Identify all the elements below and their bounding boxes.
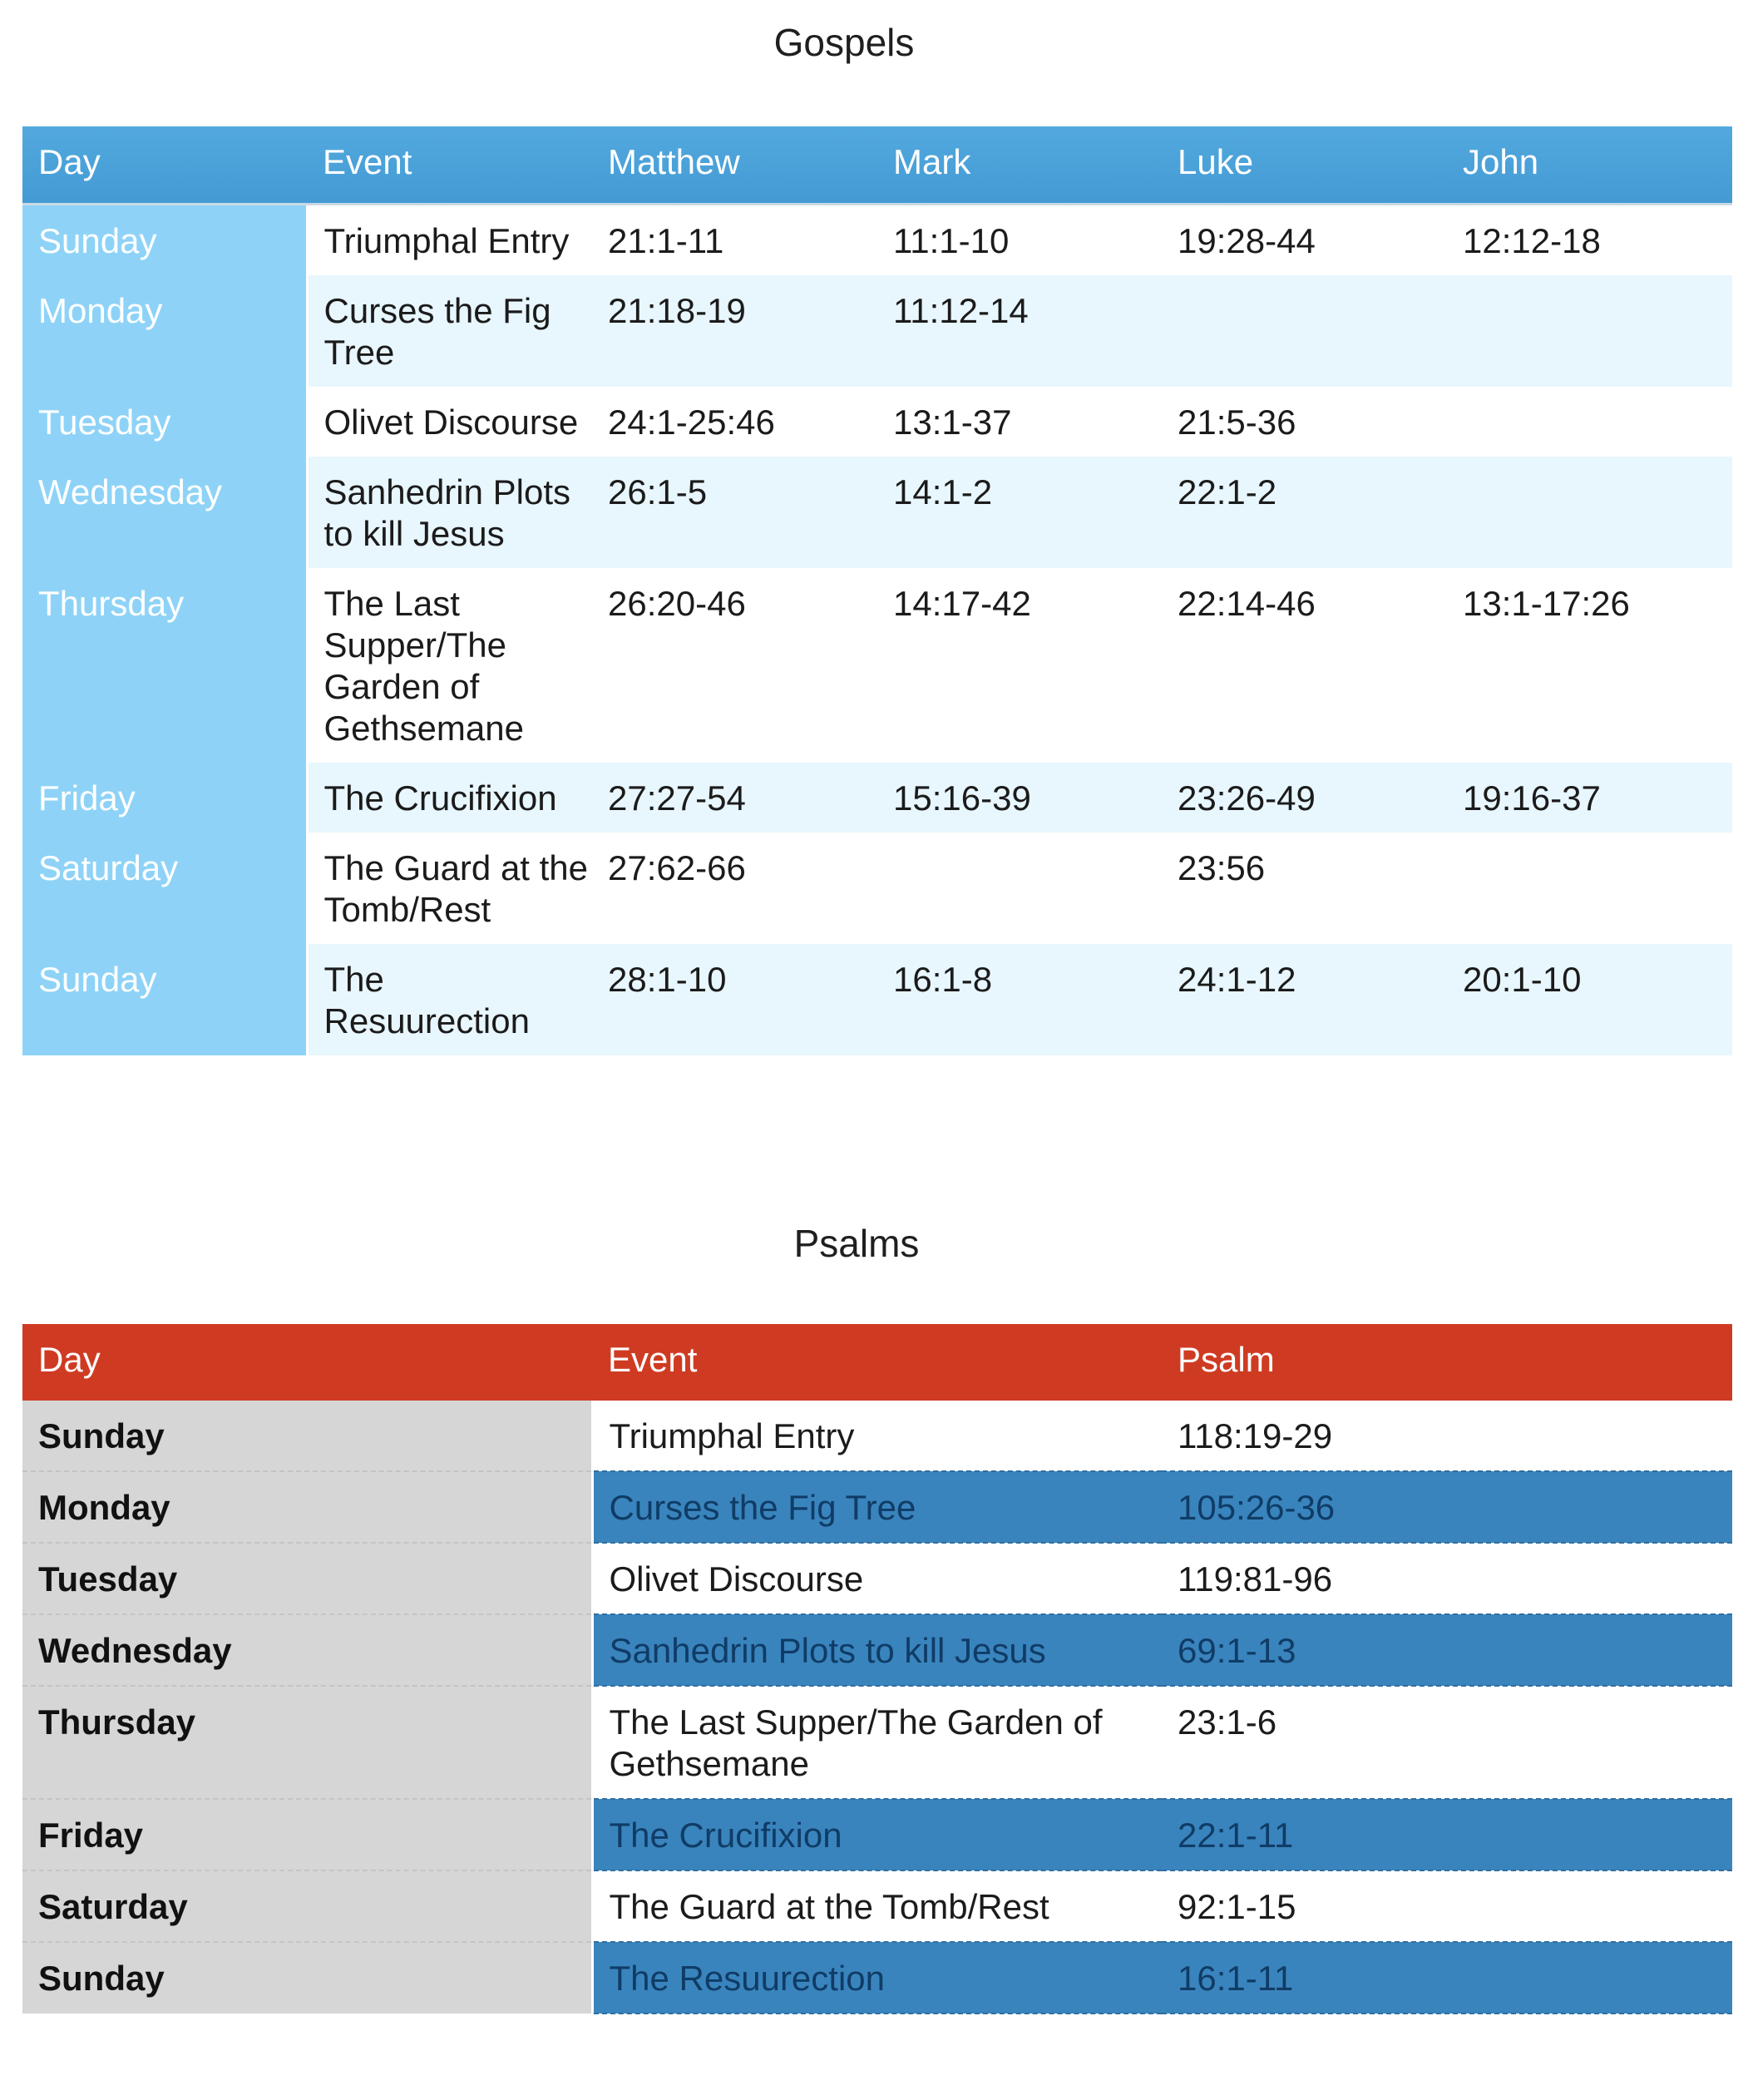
day-cell: Tuesday (22, 387, 307, 457)
column-header-luke: Luke (1162, 126, 1447, 205)
event-cell: Sanhedrin Plots to kill Jesus (307, 457, 592, 568)
event-cell: The Guard at the Tomb/Rest (592, 1870, 1162, 1942)
mark-cell: 14:17-42 (877, 568, 1162, 763)
event-cell: The Last Supper/The Garden of Gethsemane (307, 568, 592, 763)
table-row (22, 833, 1732, 944)
table-row (22, 1942, 1732, 2014)
matthew-cell: 21:18-19 (592, 275, 877, 387)
table-header-row (22, 126, 1732, 205)
column-header-day: Day (22, 126, 307, 205)
event-cell: The Crucifixion (592, 1799, 1162, 1870)
column-header-mark: Mark (877, 126, 1162, 205)
luke-cell: 22:1-2 (1162, 457, 1447, 568)
event-cell: Triumphal Entry (592, 1401, 1162, 1471)
column-header-day: Day (22, 1324, 592, 1401)
john-cell: 13:1-17:26 (1447, 568, 1732, 763)
table-row (22, 1401, 1732, 1471)
event-cell: Sanhedrin Plots to kill Jesus (592, 1614, 1162, 1686)
event-cell: The Crucifixion (307, 763, 592, 833)
luke-cell: 19:28-44 (1162, 205, 1447, 276)
mark-cell: 11:12-14 (877, 275, 1162, 387)
matthew-cell: 27:62-66 (592, 833, 877, 944)
john-cell: 12:12-18 (1447, 205, 1732, 276)
matthew-cell: 27:27-54 (592, 763, 877, 833)
psalm-cell: 23:1-6 (1162, 1686, 1732, 1799)
table-row (22, 387, 1732, 457)
john-cell (1447, 387, 1732, 457)
day-cell: Thursday (22, 1686, 592, 1799)
mark-cell: 11:1-10 (877, 205, 1162, 276)
psalms-title: Psalms (793, 1222, 920, 1265)
day-cell: Saturday (22, 833, 307, 944)
table-row (22, 457, 1732, 568)
day-cell: Wednesday (22, 457, 307, 568)
day-cell: Sunday (22, 1401, 592, 1471)
column-header-event: Event (307, 126, 592, 205)
day-cell: Sunday (22, 205, 307, 276)
john-cell: 19:16-37 (1447, 763, 1732, 833)
mark-cell: 14:1-2 (877, 457, 1162, 568)
day-cell: Monday (22, 275, 307, 387)
luke-cell: 23:56 (1162, 833, 1447, 944)
day-cell: Wednesday (22, 1614, 592, 1686)
event-cell: The Resuurection (592, 1942, 1162, 2014)
matthew-cell: 21:1-11 (592, 205, 877, 276)
day-cell: Sunday (22, 944, 307, 1055)
gospels-table (22, 126, 1732, 1055)
event-cell: Olivet Discourse (307, 387, 592, 457)
day-cell: Thursday (22, 568, 307, 763)
table-row (22, 568, 1732, 763)
event-cell: The Last Supper/The Garden of Gethsemane (592, 1686, 1162, 1799)
psalm-cell: 92:1-15 (1162, 1870, 1732, 1942)
event-cell: The Guard at the Tomb/Rest (307, 833, 592, 944)
matthew-cell: 28:1-10 (592, 944, 877, 1055)
luke-cell: 23:26-49 (1162, 763, 1447, 833)
matthew-cell: 24:1-25:46 (592, 387, 877, 457)
john-cell (1447, 457, 1732, 568)
table-row (22, 1471, 1732, 1543)
event-cell: Olivet Discourse (592, 1543, 1162, 1614)
gospels-title: Gospels (773, 21, 915, 64)
psalm-cell: 118:19-29 (1162, 1401, 1732, 1471)
table-row (22, 205, 1732, 276)
table-header-row (22, 1324, 1732, 1401)
psalm-cell: 105:26-36 (1162, 1471, 1732, 1543)
column-header-john: John (1447, 126, 1732, 205)
day-cell: Friday (22, 1799, 592, 1870)
luke-cell (1162, 275, 1447, 387)
psalms-table (22, 1324, 1732, 2014)
event-cell: Curses the Fig Tree (307, 275, 592, 387)
john-cell (1447, 275, 1732, 387)
matthew-cell: 26:1-5 (592, 457, 877, 568)
psalm-cell: 22:1-11 (1162, 1799, 1732, 1870)
table-row (22, 1799, 1732, 1870)
mark-cell: 15:16-39 (877, 763, 1162, 833)
mark-cell: 16:1-8 (877, 944, 1162, 1055)
column-header-psalm: Psalm (1162, 1324, 1732, 1401)
event-cell: Curses the Fig Tree (592, 1471, 1162, 1543)
column-header-event: Event (592, 1324, 1162, 1401)
table-row (22, 1614, 1732, 1686)
mark-cell: 13:1-37 (877, 387, 1162, 457)
psalm-cell: 119:81-96 (1162, 1543, 1732, 1614)
table-row (22, 1543, 1732, 1614)
luke-cell: 21:5-36 (1162, 387, 1447, 457)
luke-cell: 24:1-12 (1162, 944, 1447, 1055)
column-header-matthew: Matthew (592, 126, 877, 205)
table-row (22, 275, 1732, 387)
table-row (22, 763, 1732, 833)
day-cell: Tuesday (22, 1543, 592, 1614)
day-cell: Monday (22, 1471, 592, 1543)
mark-cell (877, 833, 1162, 944)
event-cell: Triumphal Entry (307, 205, 592, 276)
matthew-cell: 26:20-46 (592, 568, 877, 763)
john-cell (1447, 833, 1732, 944)
day-cell: Friday (22, 763, 307, 833)
table-row (22, 1686, 1732, 1799)
event-cell: The Resuurection (307, 944, 592, 1055)
table-row (22, 1870, 1732, 1942)
table-row (22, 944, 1732, 1055)
day-cell: Saturday (22, 1870, 592, 1942)
psalm-cell: 69:1-13 (1162, 1614, 1732, 1686)
luke-cell: 22:14-46 (1162, 568, 1447, 763)
john-cell: 20:1-10 (1447, 944, 1732, 1055)
psalm-cell: 16:1-11 (1162, 1942, 1732, 2014)
day-cell: Sunday (22, 1942, 592, 2014)
